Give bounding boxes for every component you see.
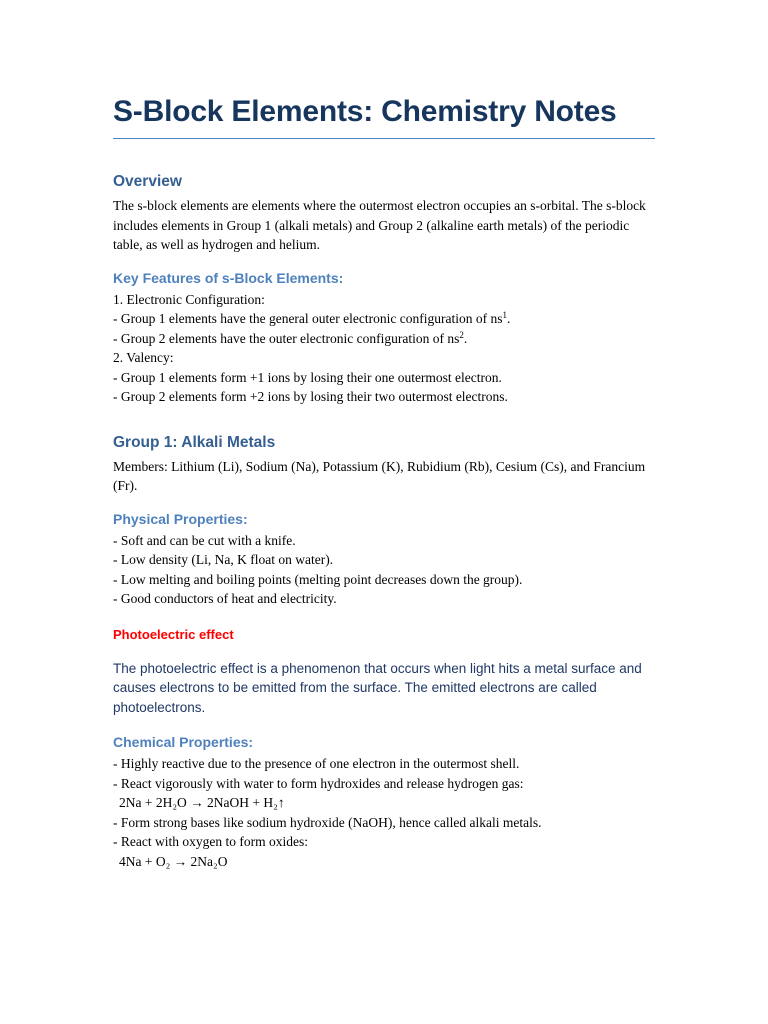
list-item: - React with oxygen to form oxides: [113, 834, 308, 849]
key-features-text: - Group 2 elements have the outer electronic configuration of ns [113, 330, 460, 346]
key-features-text: . [506, 311, 511, 326]
chemical-properties-heading: Chemical Properties: [113, 734, 254, 750]
chemical-equation: 4Na + O₂ → 2Na₂O [119, 853, 228, 869]
superscript: 1 [502, 310, 507, 320]
key-features-text: - Group 1 elements have the general outer electronic configuration of ns [113, 311, 503, 326]
key-features-line: 2. Valency: [113, 350, 174, 365]
chemical-equation: 2Na + 2H₂O → 2NaOH + H₂↑ [119, 795, 285, 810]
group1-members: Members: Lithium (Li), Sodium (Na), Potassium (K), Rubidium (Rb), Cesium (Cs), and Francium (Fr). [113, 458, 646, 493]
list-item: - Highly reactive due to the presence of one electron in the outermost shell. [113, 756, 520, 771]
list-item: - Soft and can be cut with a knife. [113, 532, 296, 548]
chemical-properties-list [113, 754, 655, 871]
overview-text: The s-block elements are elements where the outermost electron occupies an s-orbital. The s-block includes elements in Group 1 (alkali metals) and Group 2 (alkaline earth metals) of the periodic table, as well as hydrogen and helium. [113, 198, 646, 252]
physical-properties-heading: Physical Properties: [113, 510, 248, 527]
key-features-text: . [463, 330, 468, 346]
key-features-line: - Group 2 elements form +2 ions by losing their two outermost electrons. [113, 389, 508, 404]
list-item: - Good conductors of heat and electricity. [113, 591, 337, 606]
key-features-heading: Key Features of s-Block Elements: [113, 269, 344, 286]
key-features-list [113, 290, 655, 407]
key-features-line: 1. Electronic Configuration: [113, 291, 265, 307]
group1-heading: Group 1: Alkali Metals [113, 433, 276, 451]
photoelectric-heading: Photoelectric effect [113, 626, 234, 642]
physical-properties-list [113, 531, 655, 609]
photoelectric-text: The photoelectric effect is a phenomenon that occurs when light hits a metal surface and causes electrons to be emitted from the surface. The emitted electrons are called photoelectrons. [113, 660, 642, 715]
list-item: - Low melting and boiling points (melting point decreases down the group). [113, 571, 523, 587]
overview-heading: Overview [113, 173, 182, 190]
list-item: - Low density (Li, Na, K float on water). [113, 552, 334, 567]
key-features-line: - Group 1 elements form +1 ions by losing their one outermost electron. [113, 369, 502, 385]
list-item: - Form strong bases like sodium hydroxide (NaOH), hence called alkali metals. [113, 814, 542, 830]
page-title: S-Block Elements: Chemistry Notes [113, 92, 655, 139]
key-features-line [113, 309, 655, 329]
key-features-line [113, 329, 655, 349]
list-item: - React vigorously with water to form hydroxides and release hydrogen gas: [113, 775, 524, 791]
superscript: 2 [459, 329, 464, 340]
